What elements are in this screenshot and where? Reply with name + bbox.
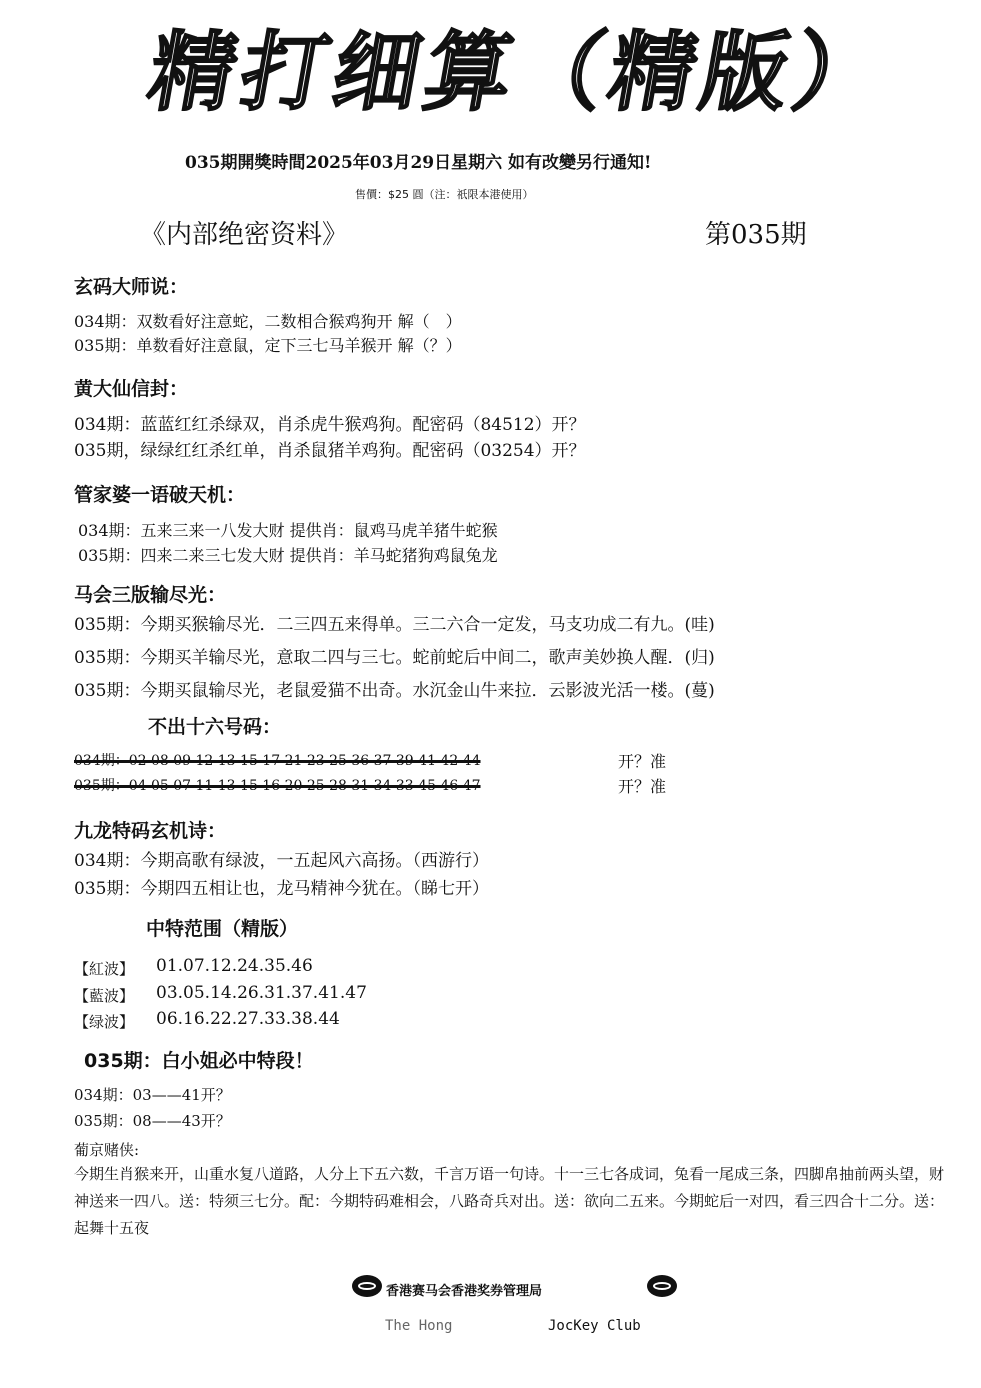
huangdaxian-line: 034期：蓝蓝红红杀绿双，肖杀虎牛猴鸡狗。配密码（84512）开？ — [74, 415, 586, 435]
huangdaxian-line: 035期，绿绿红红杀红单，肖杀鼠猪羊鸡狗。配密码（03254）开？ — [74, 441, 586, 461]
bai-line: 034期：03——41开？ — [74, 1086, 231, 1104]
footer-english-left: The Hong — [385, 1318, 453, 1334]
wave-label: 【紅波】 — [74, 960, 135, 978]
pujing-text: 今期生肖猴来开，山重水复八道路，人分上下五六数，千言万语一句诗。十一三七各成词，兔看一尾成三条，四脚帛抽前两头望，财神送来一四八。送：特须三七分。配：今期特码难相会，八路奇兵对出。送：欲向二五来。今期蛇后一对四，看三四合十二分。送：起舞十五夜 — [74, 1165, 945, 1237]
excluded-numbers-row — [74, 775, 481, 795]
title-artwork: 精打细算（精版） — [141, 23, 895, 123]
jiulong-line: 034期：今期高歌有绿波，一五起风六高扬。（西游行） — [74, 851, 489, 871]
wave-numbers: 01.07.12.24.35.46 — [156, 956, 313, 976]
wave-label: 【绿波】 — [74, 1013, 135, 1031]
guanjiapo-line: 034期：五来三来一八发大财 提供肖：鼠鸡马虎羊猪牛蛇猴 — [78, 521, 498, 540]
draw-date-notice: 035期開獎時間2025年03月29日星期六 如有改變另行通知! — [185, 153, 652, 173]
bai-heading: 035期：白小姐必中特段！ — [84, 1050, 314, 1072]
price-note: 售價：$25 圓（注：祇限本港使用） — [355, 188, 534, 201]
excluded-numbers-suffix: 开？准 — [618, 777, 667, 796]
xuanma-heading: 玄码大师说： — [74, 276, 189, 298]
mahui-line: 035期：今期买猴输尽光．二三四五来得单。三二六合一定发，马支功成二有九。(哇) — [74, 615, 715, 635]
mahui-heading: 马会三版输尽光： — [74, 584, 227, 606]
wave-numbers: 06.16.22.27.33.38.44 — [156, 1009, 340, 1029]
mahui-line: 035期：今期买羊输尽光，意取二四与三七。蛇前蛇后中间二，歌声美妙换人醒．(归) — [74, 648, 715, 668]
guanjiapo-line: 035期：四来二来三七发大财 提供肖：羊马蛇猪狗鸡鼠兔龙 — [78, 546, 498, 565]
document-title: 《内部绝密资料》 — [140, 220, 349, 250]
wave-numbers: 03.05.14.26.31.37.41.47 — [156, 983, 367, 1003]
issue-number: 第035期 — [705, 220, 807, 250]
excluded-numbers-row — [74, 750, 481, 770]
huangdaxian-heading: 黄大仙信封： — [74, 378, 189, 400]
footer-organization: 香港赛马会香港奖券管理局 — [386, 1284, 543, 1299]
excluded-numbers: 035期：04 05 07 11 13 15 16 20 25 28 31 34 33 45 46 47 — [74, 778, 481, 794]
guanjiapo-heading: 管家婆一语破天机： — [74, 484, 246, 506]
zhongte-heading: 中特范围（精版） — [146, 918, 299, 940]
excluded-numbers: 034期：02 08 09 12 13 15 17 21 23 25 36 37 39 41 42 44 — [74, 753, 481, 769]
excluded-numbers-suffix: 开？准 — [618, 752, 667, 771]
xuanma-line: 035期：单数看好注意鼠，定下三七马羊猴开 解（？） — [74, 336, 462, 355]
buchu-heading: 不出十六号码： — [148, 716, 282, 738]
wave-label: 【藍波】 — [74, 987, 135, 1005]
bai-line: 035期：08——43开？ — [74, 1112, 231, 1130]
jiulong-heading: 九龙特码玄机诗： — [74, 820, 227, 842]
jockey-club-logo-icon — [647, 1275, 677, 1297]
pujing-heading: 葡京赌侠: — [74, 1141, 140, 1159]
jiulong-line: 035期：今期四五相让也，龙马精神今犹在。（睇七开） — [74, 879, 489, 899]
footer-english-right: JocKey Club — [548, 1318, 641, 1334]
mahui-line: 035期：今期买鼠输尽光，老鼠爱猫不出奇。水沉金山牛来拉．云影波光活一楼。(蔓) — [74, 681, 715, 701]
jockey-club-logo-icon — [352, 1275, 382, 1297]
xuanma-line: 034期：双数看好注意蛇，二数相合猴鸡狗开 解（ ） — [74, 312, 462, 331]
